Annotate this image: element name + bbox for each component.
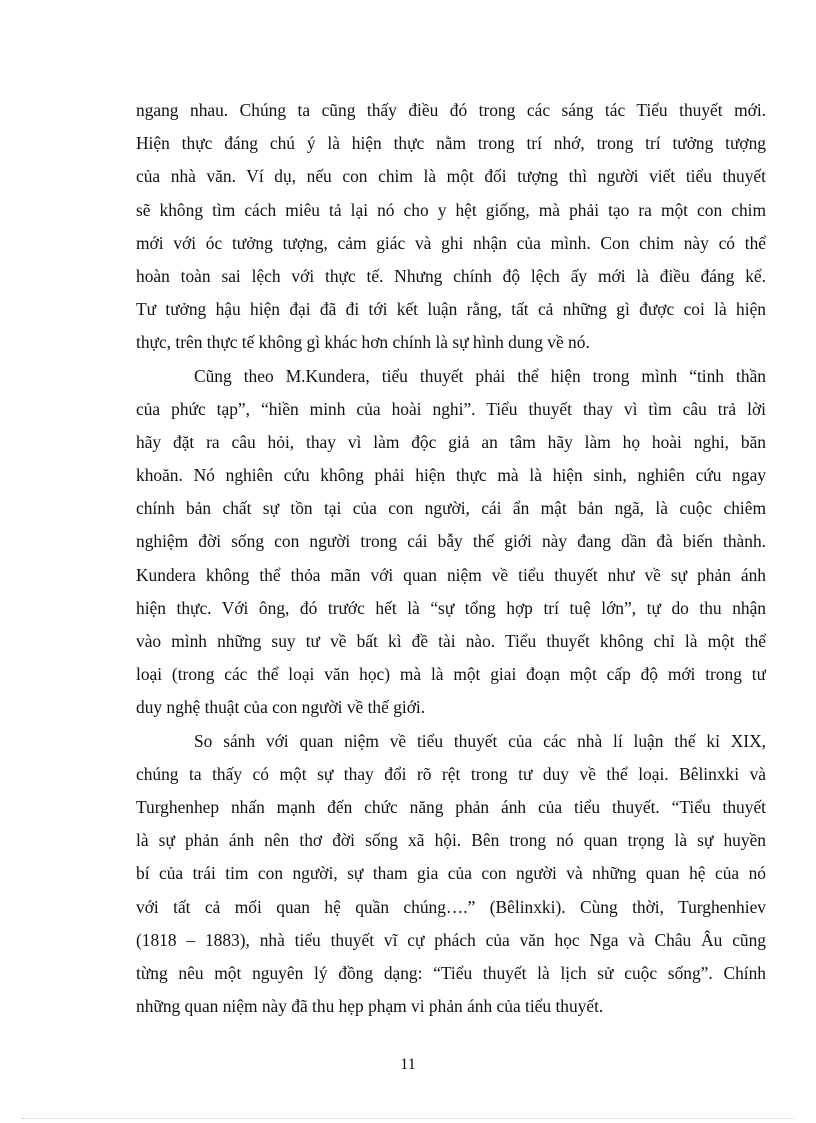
text-line: duy nghệ thuật của con người về thế giới. (136, 697, 426, 718)
text-line: So sánh với quan niệm về tiểu thuyết của các nhà lí luận thế kỉ XIX, (194, 730, 766, 751)
text-line: Hiện thực đáng chú ý là hiện thực nằm trong trí nhớ, trong trí tưởng tượng (136, 133, 766, 154)
text-line: sẽ không tìm cách miêu tả lại nó cho y hệt giống, mà phải tạo ra một con chim (136, 199, 766, 220)
text-line: hoàn toàn sai lệch với thực tế. Nhưng chính độ lệch ấy mới là điều đáng kể. (136, 265, 766, 286)
text-line: của phức tạp”, “hiền minh của hoài nghi”. Tiểu thuyết thay vì tìm câu trả lời (136, 398, 766, 419)
text-line: là sự phản ánh nên thơ đời sống xã hội. Bên trong nó quan trọng là sự huyền (136, 830, 766, 851)
text-line: những quan niệm này đã thu hẹp phạm vi phản ánh của tiểu thuyết. (136, 996, 604, 1017)
text-line: bí của trái tim con người, sự tham gia của con người và những quan hệ của nó (136, 863, 766, 884)
page-bottom-divider (22, 1118, 794, 1119)
text-line: Cũng theo M.Kundera, tiểu thuyết phải thể hiện trong mình “tinh thần (194, 365, 766, 386)
text-line: mới với óc tưởng tượng, cảm giác và ghi nhận của mình. Con chim này có thể (136, 232, 766, 253)
text-line: chính bản chất sự tồn tại của con người, cái ẩn mật bản ngã, là cuộc chiêm (136, 498, 766, 519)
text-line: loại (trong các thể loại văn học) mà là một giai đoạn một cấp độ mới trong tư (136, 664, 766, 685)
text-line: Kundera không thể thỏa mãn với quan niệm về tiểu thuyết như về sự phản ánh (136, 564, 766, 585)
text-line: hãy đặt ra câu hỏi, thay vì làm độc giả an tâm hãy làm họ hoài nghi, băn (136, 431, 766, 452)
text-line: của nhà văn. Ví dụ, nếu con chim là một đối tượng thì người viết tiểu thuyết (136, 166, 766, 187)
text-line: hiện thực. Với ông, đó trước hết là “sự tổng hợp trí tuệ lớn”, tự do thu nhận (136, 597, 766, 618)
text-line: vào mình những suy tư về bất kì đề tài nào. Tiểu thuyết không chỉ là một thể (136, 631, 766, 651)
body-text (136, 94, 766, 1023)
text-line: với tất cả mối quan hệ quần chúng….” (Bêlinxki). Cùng thời, Turghenhiev (136, 896, 766, 917)
text-line: thực, trên thực tế không gì khác hơn chính là sự hình dung về nó. (136, 332, 590, 353)
text-line: (1818 – 1883), nhà tiểu thuyết vĩ cự phách của văn học Nga và Châu Âu cũng (136, 929, 766, 950)
text-line: khoăn. Nó nghiên cứu không phải hiện thực mà là hiện sinh, nghiên cứu ngay (136, 465, 766, 486)
text-line: nghiệm đời sống con người trong cái bẫy thế giới này đang dần đà biến thành. (136, 531, 766, 552)
text-line: từng nêu một nguyên lý đồng dạng: “Tiểu thuyết là lịch sử cuộc sống”. Chính (136, 962, 766, 983)
text-line: ngang nhau. Chúng ta cũng thấy điều đó trong các sáng tác Tiểu thuyết mới. (136, 100, 766, 120)
text-line: Turghenhep nhấn mạnh đến chức năng phản ánh của tiểu thuyết. “Tiểu thuyết (136, 796, 766, 817)
text-line: chúng ta thấy có một sự thay đổi rõ rệt trong tư duy về thể loại. Bêlinxki và (136, 763, 766, 784)
text-line: Tư tưởng hậu hiện đại đã đi tới kết luận rằng, tất cả những gì được coi là hiện (136, 299, 766, 320)
page-number: 11 (400, 1056, 416, 1073)
